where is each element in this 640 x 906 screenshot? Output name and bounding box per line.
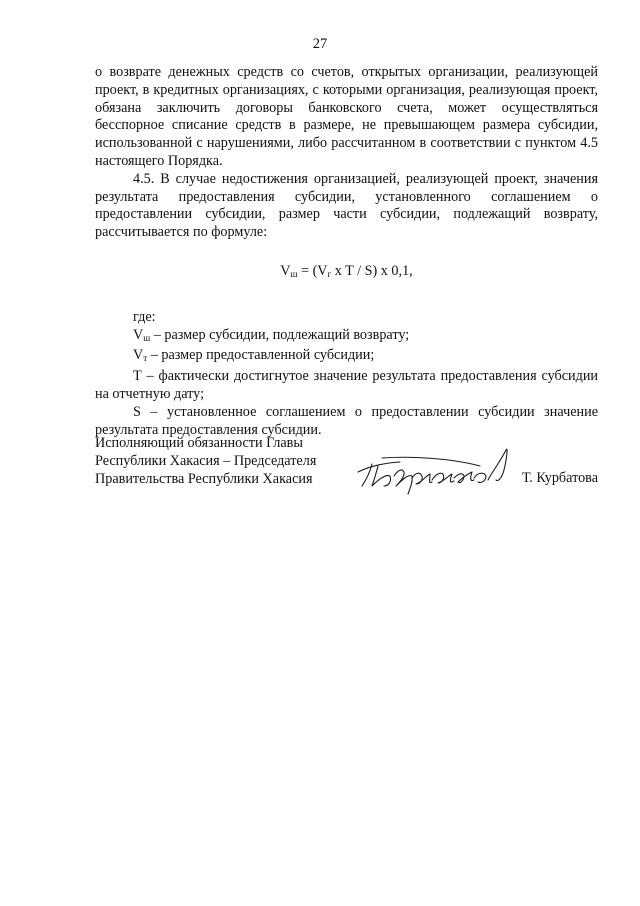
- signatory-title-line-3: Правительства Республики Хакасия: [95, 471, 313, 487]
- formula-rest: x T / S) x 0,1,: [331, 262, 413, 279]
- page-number: 27: [312, 36, 328, 52]
- refund-formula: [95, 263, 598, 284]
- handwritten-signature: [350, 436, 525, 496]
- signatory-title: [95, 434, 316, 488]
- definition-vt-text: – размер предоставленной субсидии;: [147, 347, 375, 364]
- definitions-where: где:: [133, 308, 156, 325]
- signatory-title-line-1: Исполняющий обязанности Главы: [95, 435, 303, 451]
- definition-vsh-text: – размер субсидии, подлежащий возврату;: [150, 326, 410, 343]
- paragraph-4-5: 4.5. В случае недостижения организацией, реализующей проект, значения результата предоставления субсидии, установленного соглашением о предоставлении субсидии, размер части субсидии, подлежащий возврату, рассчитывается по формуле:: [95, 170, 598, 241]
- definition-vt: [95, 347, 598, 368]
- document-body: [95, 64, 598, 439]
- signatory-title-line-2: Республики Хакасия – Председателя: [95, 453, 317, 469]
- formula-vt-subscript: г: [327, 268, 332, 279]
- signature-block: [95, 434, 598, 494]
- definition-vsh-subscript: ш: [143, 332, 151, 343]
- definition-vt-symbol: V: [133, 347, 144, 364]
- definition-s: S – установленное соглашением о предоставлении субсидии значение результата предоставления субсидии.: [95, 403, 598, 438]
- definition-vsh-symbol: V: [133, 326, 144, 343]
- formula-lhs: V: [280, 262, 291, 279]
- definition-vt-subscript: т: [143, 353, 148, 364]
- formula-eq-open: = (V: [297, 262, 328, 279]
- definition-t: Т – фактически достигнутое значение результата предоставления субсидии на отчетную дату;: [95, 368, 598, 402]
- formula-lhs-subscript: ш: [290, 268, 298, 279]
- definition-vsh: [95, 327, 598, 348]
- signatory-name: Т. Курбатова: [522, 470, 598, 486]
- paragraph-refund-continuation: о возврате денежных средств со счетов, открытых организации, реализующей проект, в кредитных организациях, с которыми организация, реализующая проект, обязана заключить договоры банковского счета, может осуществляться бесспорное списание средств в размере, не превышающем размера субсидии, использованной с нарушениями, либо рассчитанном в соответствии с пунктом 4.5 настоящего Порядка.: [95, 64, 598, 169]
